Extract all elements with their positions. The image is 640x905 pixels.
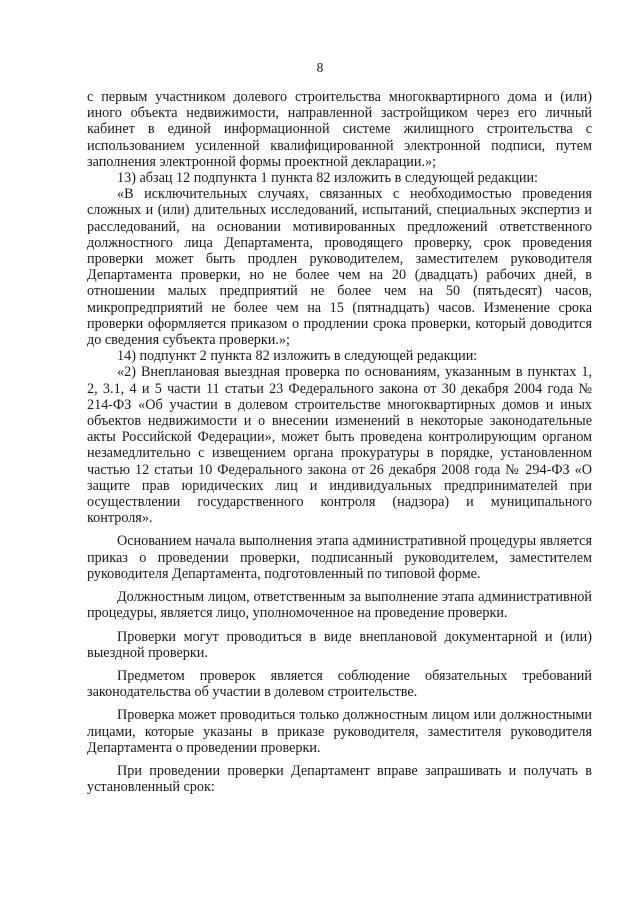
- page-number: 8: [316, 60, 324, 75]
- paragraph-requests: При проведении проверки Департамент вправе запрашивать и получать в установленный срок:: [87, 762, 592, 796]
- paragraph-quote-unscheduled-inspection: «2) Внеплановая выездная проверка по основаниям, указанным в пунктах 1, 2, 3.1, 4 и 5 части 11 статьи 23 Федерального закона от 30 декабря 2004 года № 214-ФЗ «Об участии в долевом строительстве многоквартирных домов и иных объектов недвижимости и о внесении изменений в некоторые законодательные акты Российской Федерации», может быть проведена контролирующим органом незамедлительно с извещением органа прокуратуры в порядке, установленном частью 12 статьи 10 Федерального закона от 26 декабря 2008 года № 294-ФЗ «О защите прав юридических лиц и индивидуальных предпринимателей при осуществлении государственного контроля (надзора) и муниципального контроля».: [87, 364, 592, 527]
- paragraph-item-14: 14) подпункт 2 пункта 82 изложить в следующей редакции:: [117, 348, 478, 365]
- paragraph-inspectors: Проверка может проводиться только должностным лицом или должностными лицами, которые указаны в приказе руководителя, заместителя руководителя Департамента о проведении проверки.: [87, 707, 592, 756]
- document-body: [87, 89, 592, 795]
- paragraph-subject: Предметом проверок является соблюдение обязательных требований законодательства об участии в долевом строительстве.: [87, 667, 592, 701]
- paragraph-continuation: с первым участником долевого строительства многоквартирного дома и (или) иного объекта недвижимости, направленной застройщиком через его личный кабинет в единой информационной системе жилищного строительства с использованием усиленной квалифицированной электронной подписи, путем заполнения электронной формы проектной декларации.»;: [87, 89, 592, 170]
- paragraph-basis: Основанием начала выполнения этапа административной процедуры является приказ о проведении проверки, подписанный руководителем, заместителем руководителя Департамента, подготовленный по типовой форме.: [87, 533, 592, 582]
- paragraph-item-13: 13) абзац 12 подпункта 1 пункта 82 изложить в следующей редакции:: [117, 170, 538, 187]
- paragraph-quote-extension: «В исключительных случаях, связанных с необходимостью проведения сложных и (или) длительных исследований, испытаний, специальных экспертиз и расследований, на основании мотивированных предложений ответственного должностного лица Департамента, проводящего проверку, срок проведения проверки может быть продлен руководителем, заместителем руководителя Департамента проверки, но не более чем на 20 (двадцать) рабочих дней, в отношении малых предприятий не более чем на 50 (пятьдесят) часов, микропредприятий не более чем на 15 (пятнадцать) часов. Изменение срока проверки оформляется приказом о продлении срока проверки, который доводится до сведения субъекта проверки.»;: [87, 186, 592, 349]
- paragraph-inspection-types: Проверки могут проводиться в виде внеплановой документарной и (или) выездной проверки.: [87, 628, 592, 661]
- paragraph-responsible-official: Должностным лицом, ответственным за выполнение этапа административной процедуры, является лицо, уполномоченное на проведение проверки.: [87, 589, 592, 622]
